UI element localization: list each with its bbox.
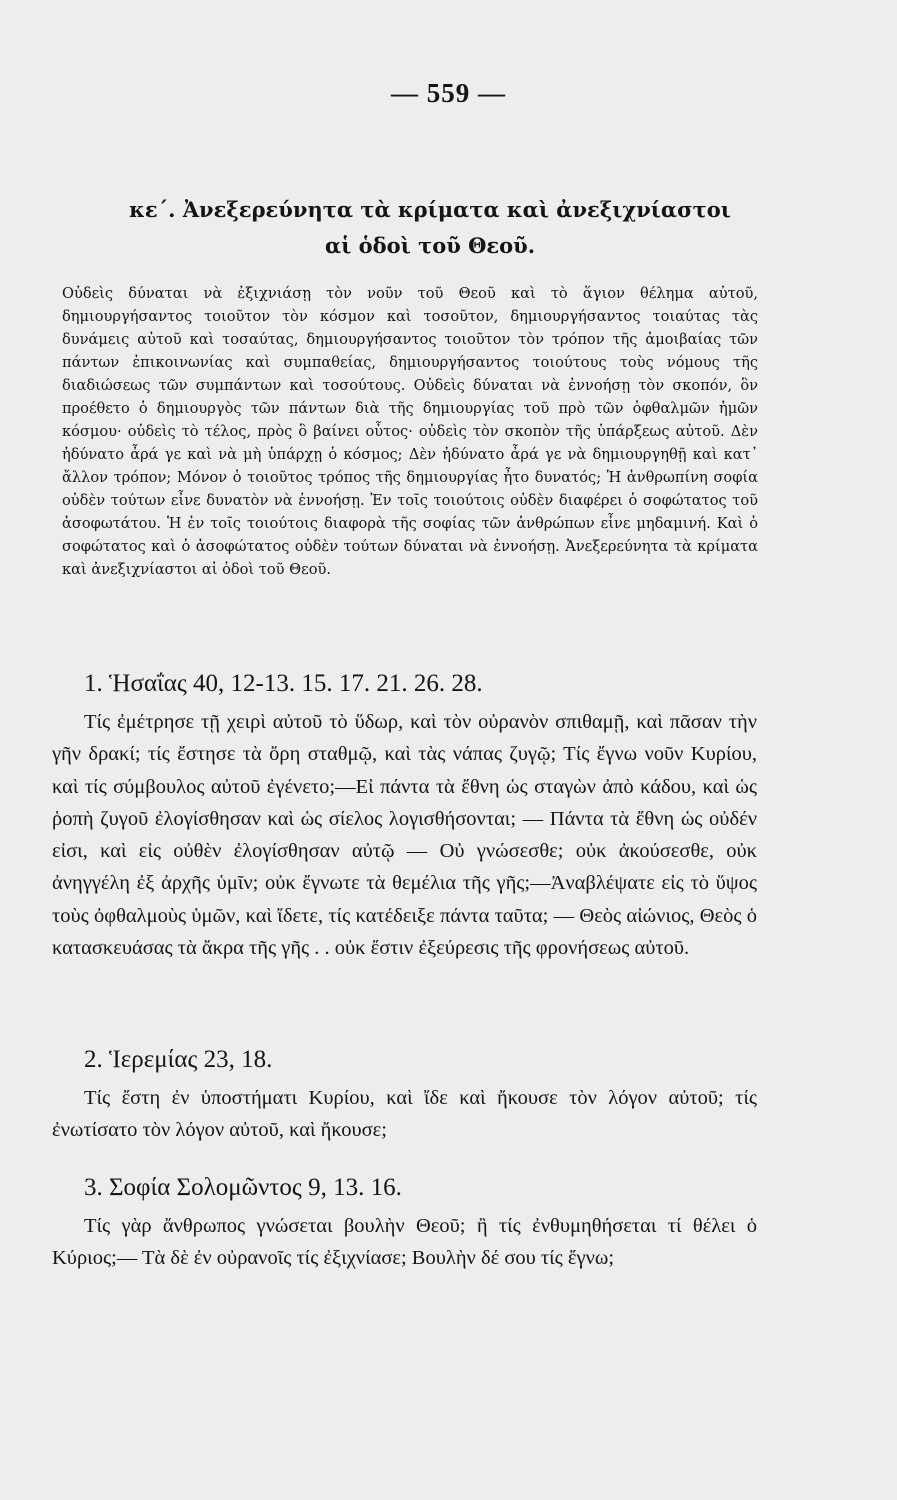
- scripture-section: [52, 668, 757, 964]
- scripture-section: [52, 1172, 757, 1275]
- chapter-title: [110, 192, 750, 264]
- section-text: Τίς γὰρ ἄνθρωπος γνώσεται βουλὴν Θεοῦ; ἢ τίς ἐνθυμηθήσεται τί θέλει ὁ Κύριος;— Τὰ δὲ ἐν οὐρανοῖς τίς ἐξιχνίασε; Βουλὴν δέ σου τίς ἔγνω;: [52, 1215, 757, 1270]
- chapter-title-line: κε΄. Ἀνεξερεύνητα τὰ κρίματα καὶ ἀνεξιχνίαστοι: [129, 197, 731, 222]
- section-text: Τίς ἐμέτρησε τῇ χειρὶ αὐτοῦ τὸ ὕδωρ, καὶ τὸν οὐρανὸν σπιθαμῇ, καὶ πᾶσαν τὴν γῆν δρακί; τίς ἔστησε τὰ ὄρη σταθμῷ, καὶ τὰς νάπας ζυγῷ; Τίς ἔγνω νοῦν Κυρίου, καὶ τίς σύμβουλος αὐτοῦ ἐγένετο;—Εἰ πάντα τὰ ἔθνη ὡς σταγὼν ἀπὸ κάδου, καὶ ὡς ῥοπὴ ζυγοῦ ἐλογίσθησαν καὶ ὡς σίελος λογισθήσονται; — Πάντα τὰ ἔθνη ὡς οὐδέν εἰσι, καὶ εἰς οὐθὲν ἐλογίσθησαν αὐτῷ — Οὐ γνώσεσθε; οὐκ ἀκούσεσθε, οὐκ ἀνηγγέλη ἐξ ἀρχῆς ὑμῖν; οὐκ ἔγνωτε τὰ θεμέλια τῆς γῆς;—Ἀναβλέψατε εἰς τὸ ὕψος τοὺς ὀφθαλμοὺς ὑμῶν, καὶ ἴδετε, τίς κατέδειξε πάντα ταῦτα; — Θεὸς αἰώνιος, Θεὸς ὁ κατασκευάσας τὰ ἄκρα τῆς γῆς . . οὐκ ἔστιν ἐξεύρεσις τῆς φρονήσεως αὐτοῦ.: [52, 711, 757, 960]
- section-heading: 3. Σοφία Σολομῶντος 9, 13. 16.: [84, 1174, 402, 1201]
- scripture-section: [52, 1044, 757, 1147]
- page-number: — 559 —: [391, 78, 506, 108]
- chapter-title-line: αἱ ὁδοὶ τοῦ Θεοῦ.: [324, 233, 536, 258]
- intro-paragraph: Οὐδεὶς δύναται νὰ ἐξιχνιάσῃ τὸν νοῦν τοῦ Θεοῦ καὶ τὸ ἅγιον θέλημα αὐτοῦ, δημιουργήσαντος τοιοῦτον τὸν κόσμον καὶ τοσοῦτον, δημιουργήσαντος τοιαύτας τὰς δυνάμεις αὐτοῦ καὶ τοσαύτας, δημιουργήσαντος τοιοῦτον τὸν τρόπον τῆς ἀμοιβαίας τῶν πάντων ἐπικοινωνίας καὶ συμπαθείας, δημιουργήσαντος τοιούτους τοὺς νόμους τῆς διαδιώσεως τῶν συμπάντων καὶ τοσούτους. Οὐδεὶς δύναται νὰ ἐννοήσῃ τὸν σκοπόν, ὃν προέθετο ὁ δημιουργὸς τῶν πάντων διὰ τῆς δημιουργίας τοῦ πρὸ τῶν ὀφθαλμῶν ἡμῶν κόσμου· οὐδεὶς τὸ τέλος, πρὸς ὃ βαίνει οὗτος· οὐδεὶς τὸν σκοπὸν τῆς ὑπάρξεως αὐτοῦ. Δὲν ἠδύνατο ἆρά γε καὶ νὰ μὴ ὑπάρχῃ ὁ κόσμος; Δὲν ἠδύνατο ἆρά γε νὰ δημιουργηθῇ καὶ κατ᾽ ἄλλον τρόπον; Μόνον ὁ τοιοῦτος τρόπος τῆς δημιουργίας ἦτο δυνατός; Ἡ ἀνθρωπίνη σοφία οὐδὲν τούτων εἶνε δυνατὸν νὰ ἐννοήσῃ. Ἐν τοῖς τοιούτοις οὐδὲν διαφέρει ὁ σοφώτατος τοῦ ἀσοφωτάτου. Ἡ ἐν τοῖς τοιούτοις διαφορὰ τῆς σοφίας τῶν ἀνθρώπων εἶνε μηδαμινή. Καὶ ὁ σοφώτατος καὶ ὁ ἀσοφώτατος οὐδὲν τούτων δύναται νὰ ἐννοήσῃ. Ἀνεξερεύνητα τὰ κρίματα καὶ ἀνεξιχνίαστοι αἱ ὁδοὶ τοῦ Θεοῦ.: [62, 285, 758, 578]
- section-text: Τίς ἔστη ἐν ὑποστήματι Κυρίου, καὶ ἴδε καὶ ἤκουσε τὸν λόγον αὐτοῦ; τίς ἐνωτίσατο τὸν λόγον αὐτοῦ, καὶ ἤκουσε;: [52, 1087, 757, 1142]
- section-heading: 2. Ἱερεμίας 23, 18.: [84, 1046, 273, 1073]
- section-heading: 1. Ἡσαΐας 40, 12-13. 15. 17. 21. 26. 28.: [84, 670, 483, 697]
